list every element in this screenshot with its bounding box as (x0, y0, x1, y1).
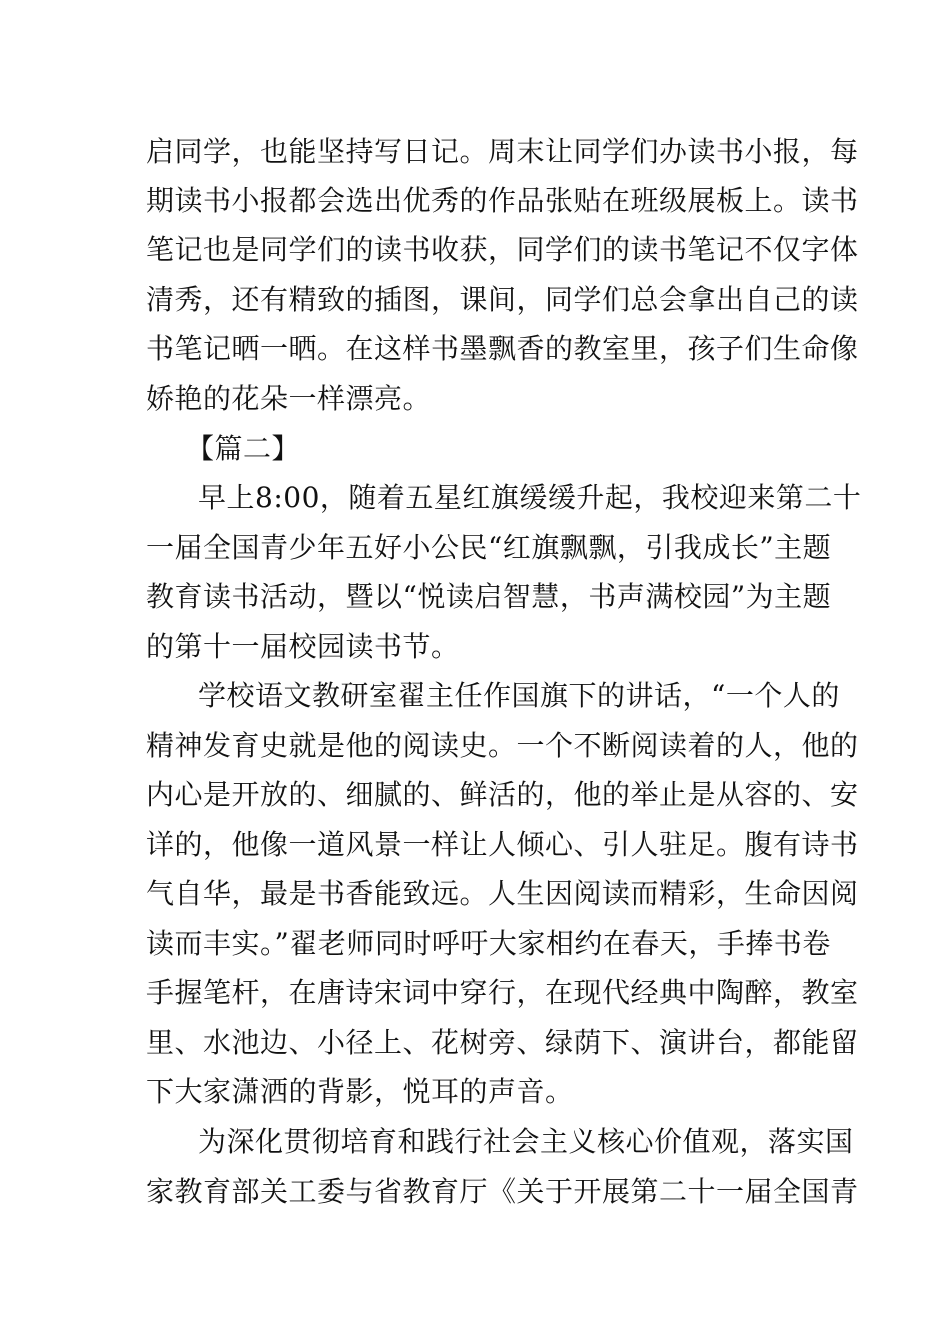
paragraph-1-line-2: 期读书小报都会选出优秀的作品张贴在班级展板上。读书 (146, 184, 859, 217)
paragraph-1-line-4: 清秀，还有精致的插图，课间，同学们总会拿出自己的读 (146, 283, 859, 316)
paragraph-3-line-2: 精神发育史就是他的阅读史。一个不断阅读着的人，他的 (146, 729, 859, 762)
paragraph-1-line-3: 笔记也是同学们的读书收获，同学们的读书笔记不仅字体 (146, 233, 859, 266)
paragraph-3-line-4: 详的，他像一道风景一样让人倾心、引人驻足。腹有诗书 (146, 828, 859, 861)
paragraph-1-line-1: 启同学，也能坚持写日记。周末让同学们办读书小报，每 (146, 135, 859, 168)
paragraph-3-line-6: 读而丰实。”翟老师同时呼吁大家相约在春天，手捧书卷 (146, 927, 831, 960)
paragraph-2-line-1: 早上8:00，随着五星红旗缓缓升起，我校迎来第二十 (198, 481, 862, 514)
paragraph-2-line-2: 一届全国青少年五好小公民“红旗飘飘，引我成长”主题 (146, 531, 832, 564)
paragraph-3-line-7: 手握笔杆，在唐诗宋词中穿行，在现代经典中陶醉，教室 (146, 976, 859, 1009)
paragraph-3-line-8: 里、水池边、小径上、花树旁、绿荫下、演讲台，都能留 (146, 1026, 859, 1059)
section-heading: 【篇二】 (186, 432, 301, 465)
paragraph-4-line-1: 为深化贯彻培育和践行社会主义核心价值观，落实国 (198, 1125, 854, 1158)
paragraph-3-line-3: 内心是开放的、细腻的、鲜活的，他的举止是从容的、安 (146, 778, 859, 811)
paragraph-2-line-3: 教育读书活动，暨以“悦读启智慧，书声满校园”为主题 (146, 580, 832, 613)
paragraph-3-line-1: 学校语文教研室翟主任作国旗下的讲话，“一个人的 (198, 679, 840, 712)
paragraph-1-line-6: 娇艳的花朵一样漂亮。 (146, 382, 432, 415)
paragraph-4-line-2: 家教育部关工委与省教育厅《关于开展第二十一届全国青 (146, 1175, 859, 1208)
paragraph-3-line-9: 下大家潇洒的背影，悦耳的声音。 (146, 1075, 574, 1108)
paragraph-2-line-4: 的第十一届校园读书节。 (146, 630, 460, 663)
paragraph-3-line-5: 气自华，最是书香能致远。人生因阅读而精彩，生命因阅 (146, 877, 859, 910)
paragraph-1-line-5: 书笔记晒一晒。在这样书墨飘香的教室里，孩子们生命像 (146, 332, 859, 365)
